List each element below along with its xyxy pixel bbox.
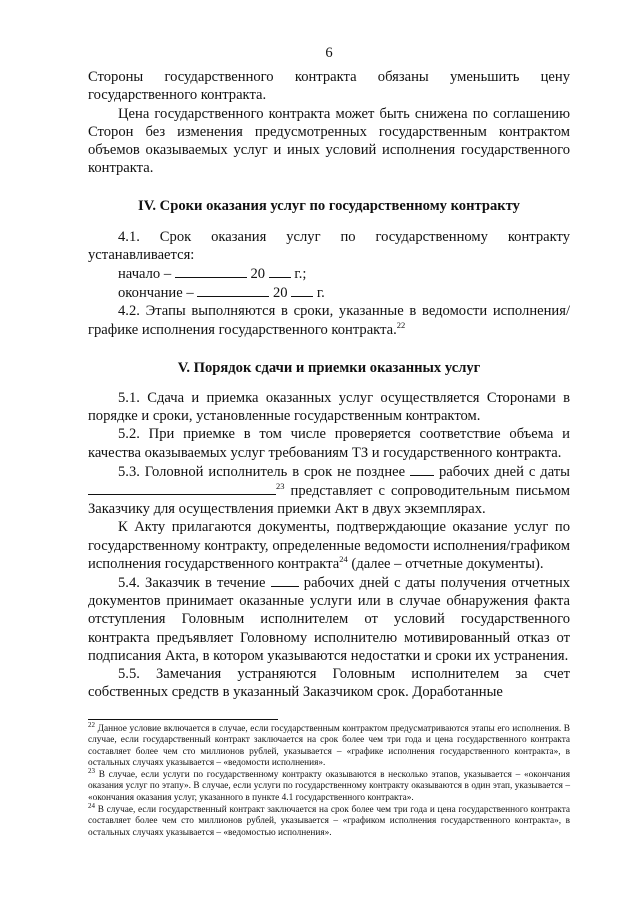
clause-5-3-attachments-text-b: (далее – отчетные документы). (351, 555, 544, 572)
clause-5-1: 5.1. Сдача и приемка оказанных услуг осуществляется Сторонами в порядке и сроки, установленные государственным контрактом. (88, 390, 570, 425)
start-year-blank (269, 264, 291, 278)
footnote-23-text: В случае, если услуги по государственному контракту оказываются в несколько этапов, указывается – «окончания оказания услуг по этапу». В случае, если услуги по государственному контракту оказываются в один этап, указывается – «окончания оказания услуг, указанного в пункте 4.1 государственного контракта». (88, 769, 571, 804)
page-number: 6 (325, 45, 333, 61)
start-date-line (118, 264, 570, 283)
start-date-label: начало – (118, 266, 172, 283)
clause-4-2-text: 4.2. Этапы выполняются в сроки, указанные в ведомости исполнения/графике исполнения государственного контракта. (88, 303, 570, 338)
section-4-heading: IV. Сроки оказания услуг по государственному контракту (138, 198, 520, 215)
end-date-line (118, 283, 570, 302)
clause-5-4-text-b: рабочих дней с даты получения отчетных документов принимает оказанные услуги или в случае обнаружения факта отступления Головным исполнителем от условий государственного контракта предъявляет Головному исполнителю мотивированный отказ от подписания Акта, в котором указываются недостатки и сроки их устранения. (88, 575, 571, 664)
footnote-separator (88, 719, 278, 720)
footnotes (88, 719, 570, 840)
clause-5-3-text-b: рабочих дней с даты (438, 463, 570, 480)
intro-paragraph-2: Цена государственного контракта может быть снижена по соглашению Сторон без изменения предусмотренных государственным контрактом объемов оказываемых услуг и иных условий исполнения государственного контракта. (88, 105, 570, 177)
clause-5-4 (88, 573, 570, 665)
start-year-prefix: 20 (250, 266, 266, 283)
footnote-ref-24: 24 (339, 554, 348, 565)
end-year-prefix: 20 (272, 285, 288, 302)
intro-paragraph-1: Стороны государственного контракта обязаны уменьшить цену государственного контракта. (88, 69, 570, 104)
clause-5-3-text-c: представляет с сопроводительным письмом Заказчику для осуществления приемки Акт в двух экземплярах. (88, 483, 570, 518)
end-date-label: окончание – (118, 285, 194, 302)
clause-5-3-attachments (88, 518, 570, 573)
clause-5-3-date-blank (88, 481, 276, 495)
clause-4-2 (88, 302, 570, 338)
footnote-24 (88, 801, 571, 840)
clause-5-5: 5.5. Замечания устраняются Головным исполнителем за счет собственных средств в указанный Заказчиком срок. Доработанные (88, 666, 570, 701)
start-date-blank (175, 264, 247, 278)
footnote-23-number: 23 (88, 766, 95, 775)
end-year-suffix: г. (316, 285, 325, 302)
footnote-22-number: 22 (88, 720, 95, 729)
clause-5-4-text-a: 5.4. Заказчик в течение (118, 575, 266, 592)
end-date-blank (197, 283, 269, 297)
clause-5-2: 5.2. При приемке в том числе проверяется соответствие объема и качества оказываемых услуг требованиям ТЗ и государственного контракта. (88, 426, 570, 461)
footnote-23 (88, 766, 571, 805)
footnote-24-text: В случае, если государственный контракт заключается на срок более чем три года и цена государственного контракта составляет более чем сто миллионов рублей, указывается – «графиком исполнения государственного контракта», в остальных случаях указывается – «ведомостью исполнения». (88, 804, 571, 838)
footnote-24-number: 24 (88, 801, 95, 810)
footnote-ref-22: 22 (396, 319, 406, 330)
service-dates (88, 264, 570, 302)
clause-5-3-days-blank (410, 462, 434, 476)
start-year-suffix: г.; (294, 266, 307, 283)
section-5-heading: V. Порядок сдачи и приемки оказанных услуг (177, 359, 481, 376)
footnote-22 (88, 720, 571, 770)
clause-5-3-attachments-text-a: К Акту прилагаются документы, подтверждающие оказание услуг по государственному контракту, определенные ведомости исполнения/графиком исполнения государственного контракта (88, 519, 570, 572)
end-year-blank (291, 283, 313, 297)
footnote-22-text: Данное условие включается в случае, если государственным контрактом предусматриваются этапы его исполнения. В случае, если государственный контракт заключается на срок более чем три года и цена государственного контракта составляет более чем сто миллионов рублей, указывается – «графике исполнения государственного контракта», в остальных случаях указывается – «ведомости исполнения». (88, 723, 571, 769)
clause-5-3 (88, 462, 570, 519)
clause-5-4-days-blank (271, 573, 299, 587)
clause-4-1: 4.1. Срок оказания услуг по государственному контракту устанавливается: (88, 228, 570, 263)
clause-5-3-text-a: 5.3. Головной исполнитель в срок не позднее (118, 463, 406, 480)
footnote-ref-23: 23 (276, 481, 285, 492)
